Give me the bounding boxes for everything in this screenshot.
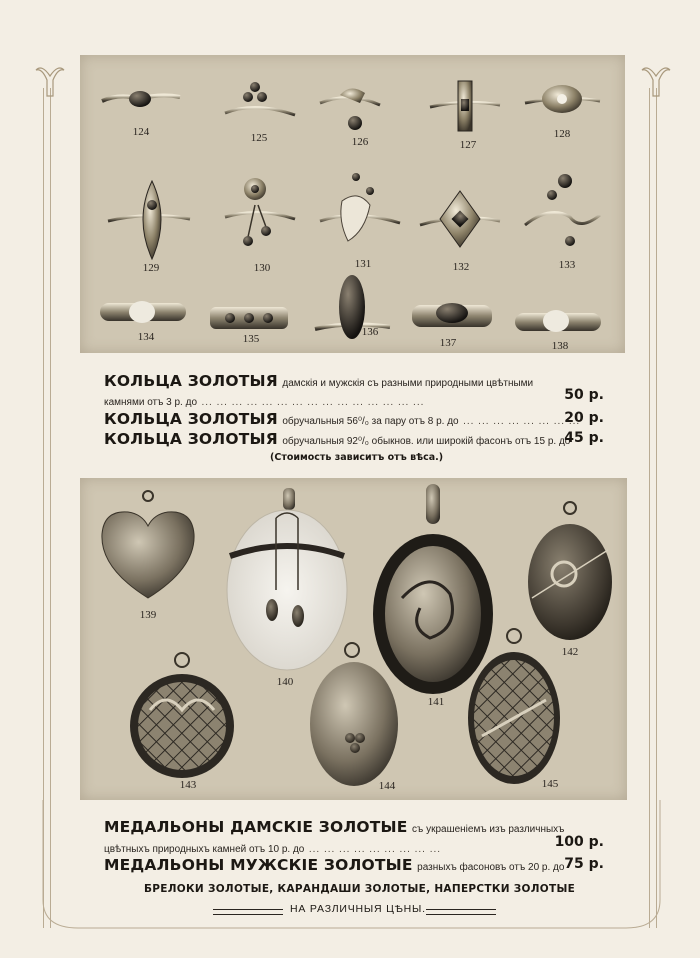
- lockets-line-1b: [104, 839, 441, 857]
- item-number: 124: [132, 126, 150, 138]
- rings-description: обручальныя 56⁰/₀ за пару отъ 8 р. до: [282, 416, 459, 427]
- ring-129: [108, 181, 190, 259]
- item-number: 135: [242, 333, 260, 345]
- lockets-line-1: [104, 818, 564, 837]
- lockets-heading: МЕДАЛЬОНЫ МУЖСКІЕ ЗОЛОТЫЕ: [104, 856, 413, 874]
- lockets-illustrations: [80, 478, 627, 800]
- ring-138: [515, 310, 601, 332]
- ring-133: [525, 174, 600, 246]
- lockets-description: цвѣтныхъ природныхъ камней отъ 10 р. до: [104, 844, 305, 855]
- locket-143: [130, 653, 234, 778]
- locket-140: [227, 488, 347, 670]
- rings-heading: КОЛЬЦА ЗОЛОТЫЯ: [104, 372, 278, 390]
- item-number: 144: [378, 780, 396, 792]
- locket-141: [373, 484, 493, 694]
- ring-135: [210, 307, 288, 329]
- item-number: 138: [551, 340, 569, 352]
- various-prices-line: НА РАЗЛИЧНЫЯ ЦѢНЫ.: [290, 903, 426, 915]
- lockets-description: разныхъ фасоновъ отъ 20 р. до: [417, 862, 565, 873]
- ring-126: [320, 88, 380, 130]
- rings-illustrations: [80, 55, 625, 353]
- lockets-price-2: 75 р.: [564, 856, 604, 872]
- ring-125: [225, 82, 295, 115]
- rings-line-2: [104, 410, 580, 429]
- art-nouveau-ornament-left: [32, 62, 68, 98]
- ring-127: [430, 81, 500, 131]
- rings-photo-plate: [80, 55, 625, 353]
- leader-dots: ... ... ... ... ... ... ... ... ... ... ... ... ... ... ...: [201, 397, 425, 408]
- item-number: 141: [427, 696, 445, 708]
- item-number: 137: [439, 337, 457, 349]
- rings-line-1b: [104, 392, 424, 410]
- item-number: 136: [361, 326, 379, 338]
- ring-130: [225, 178, 295, 246]
- item-number: 129: [142, 262, 160, 274]
- item-number: 133: [558, 259, 576, 271]
- ring-131: [320, 173, 400, 241]
- rings-description: камнями отъ 3 р. до: [104, 397, 198, 408]
- rings-description: обручальныя 92⁰/₀ обыкнов. или широкій фасонъ отъ 15 р. до: [282, 436, 571, 447]
- item-number: 139: [139, 609, 157, 621]
- divider-left: [213, 909, 283, 915]
- lockets-price-1: 100 р.: [554, 834, 604, 850]
- item-number: 126: [351, 136, 369, 148]
- item-number: 143: [179, 779, 197, 791]
- locket-142: [528, 502, 612, 640]
- rings-price-1: 50 р.: [564, 387, 604, 403]
- lockets-heading: МЕДАЛЬОНЫ ДАМСКІЕ ЗОЛОТЫЕ: [104, 818, 408, 836]
- rings-heading: КОЛЬЦА ЗОЛОТЫЯ: [104, 430, 278, 448]
- trinkets-line: БРЕЛОКИ ЗОЛОТЫЕ, КАРАНДАШИ ЗОЛОТЫЕ, НАПЕРСТКИ ЗОЛОТЫЕ: [144, 883, 576, 895]
- lockets-line-2: [104, 856, 564, 875]
- rings-price-2: 20 р.: [564, 410, 604, 426]
- item-number: 125: [250, 132, 268, 144]
- rings-note: (Стоимость зависитъ отъ вѣса.): [270, 452, 444, 463]
- item-number: 142: [561, 646, 579, 658]
- divider-right: [426, 909, 496, 915]
- art-nouveau-ornament-right: [638, 62, 674, 98]
- lockets-photo-plate: [80, 478, 627, 800]
- ring-137: [412, 303, 492, 327]
- rings-price-3: 45 р.: [564, 430, 604, 446]
- item-number: 127: [459, 139, 477, 151]
- leader-dots: ... ... ... ... ... ... ... ... ...: [308, 844, 442, 855]
- locket-144: [310, 643, 398, 786]
- rings-line-1: [104, 372, 533, 391]
- rings-heading: КОЛЬЦА ЗОЛОТЫЯ: [104, 410, 278, 428]
- item-number: 140: [276, 676, 294, 688]
- item-number: 134: [137, 331, 155, 343]
- lockets-description: съ украшеніемъ изъ различныхъ: [412, 824, 565, 835]
- rings-description: дамскія и мужскія съ разными природными цвѣтными: [282, 378, 534, 389]
- ring-128: [525, 85, 600, 113]
- leader-dots: ... ... ... ... ... ... ... ...: [463, 416, 581, 427]
- locket-139: [102, 491, 194, 598]
- item-number: 130: [253, 262, 271, 274]
- item-number: 131: [354, 258, 372, 270]
- item-number: 128: [553, 128, 571, 140]
- item-number: 132: [452, 261, 470, 273]
- ring-132: [420, 191, 500, 247]
- ring-134: [100, 301, 186, 323]
- rings-line-3: [104, 430, 570, 449]
- item-number: 145: [541, 778, 559, 790]
- ring-124: [102, 91, 180, 107]
